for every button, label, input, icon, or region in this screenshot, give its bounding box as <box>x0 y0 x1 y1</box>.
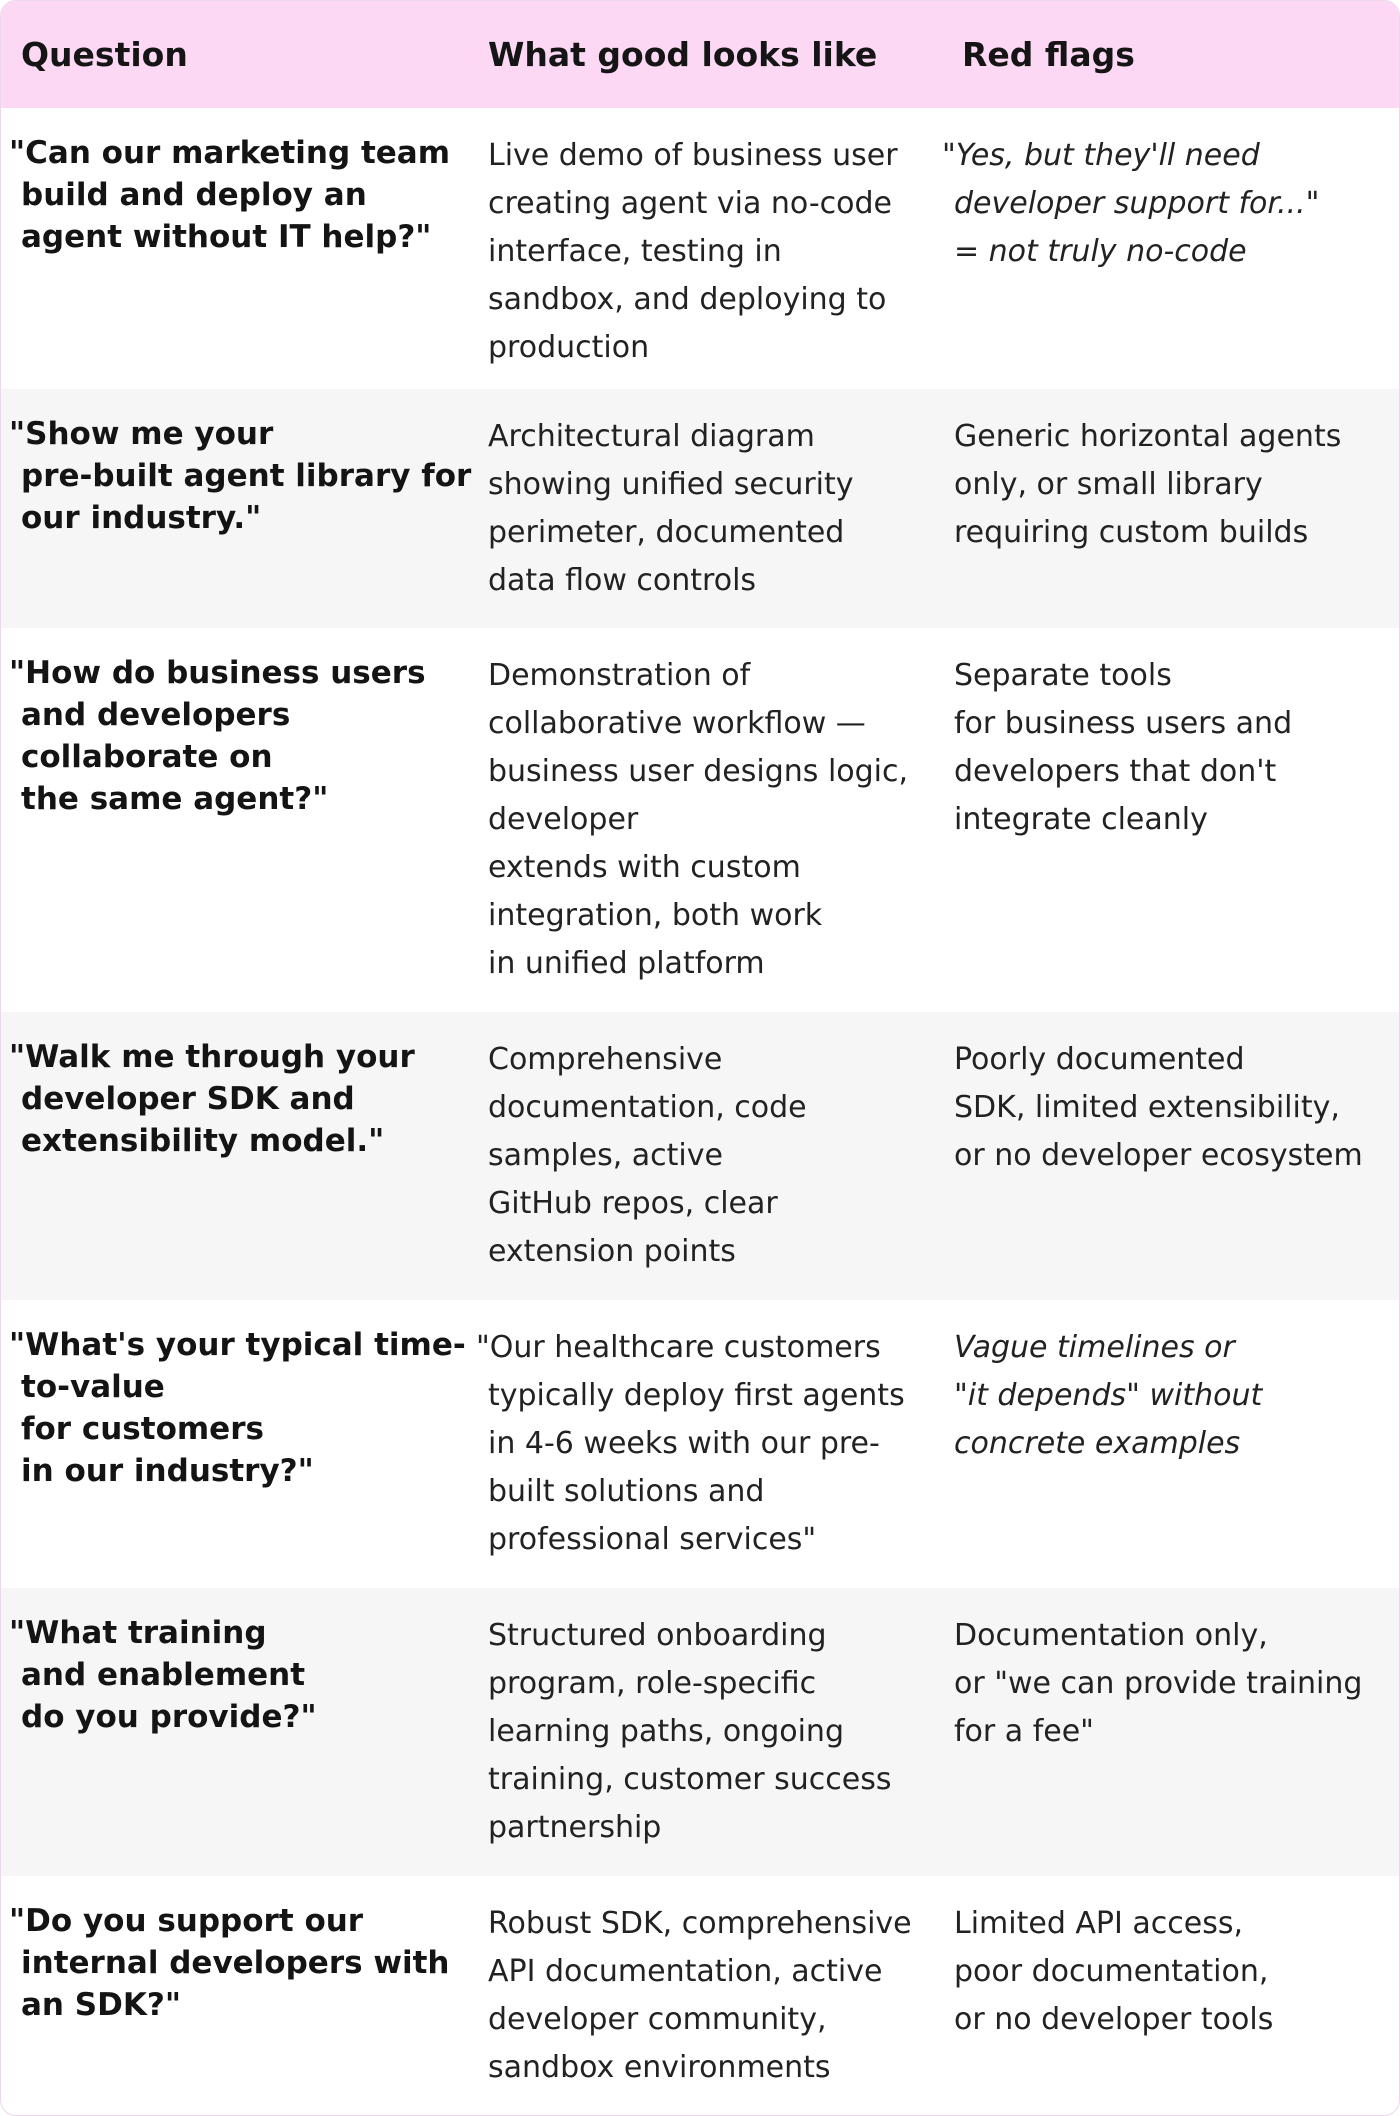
good-line: built solutions and <box>488 1474 765 1509</box>
question-line: "What's your typical time- <box>9 1327 466 1363</box>
good-line: perimeter, documented <box>488 515 845 550</box>
good-line: collaborative workflow — <box>488 706 866 741</box>
good-line: in unified platform <box>488 946 765 981</box>
question-line: for customers <box>21 1411 264 1447</box>
question-line: build and deploy an <box>21 177 367 213</box>
question-cell <box>9 413 472 539</box>
red-flag-line: Vague timelines or <box>954 1330 1235 1365</box>
good-line: sandbox environments <box>488 2050 831 2085</box>
good-cell <box>488 1612 928 1852</box>
question-line: our industry." <box>21 500 262 536</box>
good-cell <box>476 1324 928 1564</box>
red-flags-cell <box>954 1612 1394 1756</box>
good-line: showing unified security <box>488 467 854 502</box>
good-line: partnership <box>488 1810 662 1845</box>
question-line: and enablement <box>21 1657 306 1693</box>
question-cell <box>9 652 449 820</box>
good-line: training, customer success <box>488 1762 892 1797</box>
red-flags-cell <box>954 1036 1394 1180</box>
good-line: sandbox, and deploying to <box>488 282 887 317</box>
good-line: extension points <box>488 1234 736 1269</box>
red-flag-line: "Yes, but they'll need <box>942 138 1260 173</box>
question-line: "What training <box>9 1615 267 1651</box>
red-flag-line: SDK, limited extensibility, <box>954 1090 1340 1125</box>
table-row <box>1 1876 1399 2115</box>
question-line: "Walk me through your <box>9 1039 415 1075</box>
good-line: GitHub repos, clear <box>488 1186 778 1221</box>
red-flag-line: Limited API access, <box>954 1906 1244 1941</box>
question-line: "Show me your <box>9 416 274 452</box>
table-row <box>1 108 1399 389</box>
question-line: to-value <box>21 1369 165 1405</box>
good-line: Structured onboarding <box>488 1618 827 1653</box>
table-row <box>1 1588 1399 1876</box>
red-flag-line: Separate tools <box>954 658 1172 693</box>
table-row <box>1 628 1399 1012</box>
question-line: extensibility model." <box>21 1123 385 1159</box>
red-flag-line: developers that don't <box>954 754 1277 789</box>
good-line: Robust SDK, comprehensive <box>488 1906 912 1941</box>
table-row <box>1 1012 1399 1300</box>
good-line: documentation, code <box>488 1090 807 1125</box>
good-line: extends with custom <box>488 850 801 885</box>
red-flags-cell <box>954 413 1394 557</box>
red-flags-cell <box>954 652 1394 844</box>
red-flag-line: Documentation only, <box>954 1618 1268 1653</box>
good-line: developer community, <box>488 2002 827 2037</box>
good-line: Demonstration of <box>488 658 751 693</box>
question-cell <box>9 1036 449 1162</box>
good-line: in 4-6 weeks with our pre- <box>488 1426 880 1461</box>
table-header <box>1 1 1399 108</box>
red-flag-line: requiring custom builds <box>954 515 1309 550</box>
question-line: the same agent?" <box>21 781 329 817</box>
red-flags-cell <box>954 1324 1394 1468</box>
good-cell <box>488 1900 928 2092</box>
good-line: Comprehensive <box>488 1042 723 1077</box>
question-line: internal developers with <box>21 1945 450 1981</box>
good-line: integration, both work <box>488 898 823 933</box>
question-cell <box>9 132 449 258</box>
red-flag-line: poor documentation, <box>954 1954 1269 1989</box>
question-line: pre-built agent library for <box>21 458 472 494</box>
good-cell <box>488 132 928 372</box>
red-flag-line: or "we can provide training <box>954 1666 1363 1701</box>
question-cell <box>9 1900 449 2026</box>
question-line: agent without IT help?" <box>21 219 432 255</box>
good-line: interface, testing in <box>488 234 782 269</box>
red-flag-line: only, or small library <box>954 467 1263 502</box>
good-line: Live demo of business user <box>488 138 898 173</box>
red-flag-line: = not truly no-code <box>954 234 1247 269</box>
red-flags-cell <box>942 132 1394 276</box>
question-line: collaborate on <box>21 739 273 775</box>
question-line: "How do business users <box>9 655 426 691</box>
question-cell <box>9 1324 466 1492</box>
red-flag-line: for business users and <box>954 706 1293 741</box>
good-line: "Our healthcare customers <box>476 1330 881 1365</box>
red-flag-line: or no developer tools <box>954 2002 1274 2037</box>
red-flag-line: or no developer ecosystem <box>954 1138 1363 1173</box>
red-flag-line: concrete examples <box>954 1426 1241 1461</box>
good-line: professional services" <box>488 1522 817 1557</box>
good-line: developer <box>488 802 639 837</box>
question-cell <box>9 1612 449 1738</box>
question-line: do you provide?" <box>21 1699 317 1735</box>
header-red-flags: Red flags <box>962 35 1135 74</box>
good-line: production <box>488 330 650 365</box>
good-line: program, role-specific <box>488 1666 817 1701</box>
good-line: business user designs logic, <box>488 754 909 789</box>
question-line: in our industry?" <box>21 1453 314 1489</box>
question-line: developer SDK and <box>21 1081 355 1117</box>
table-row <box>1 1300 1399 1588</box>
question-line: "Can our marketing team <box>9 135 451 171</box>
good-cell <box>488 652 928 988</box>
table-row <box>1 389 1399 628</box>
good-line: creating agent via no-code <box>488 186 893 221</box>
question-line: and developers <box>21 697 291 733</box>
good-cell <box>488 413 928 605</box>
red-flags-cell <box>954 1900 1394 2044</box>
good-line: data flow controls <box>488 563 757 598</box>
red-flag-line: developer support for..." <box>954 186 1320 221</box>
red-flag-line: for a fee" <box>954 1714 1094 1749</box>
good-line: API documentation, active <box>488 1954 883 1989</box>
good-cell <box>488 1036 928 1276</box>
good-line: typically deploy first agents <box>488 1378 905 1413</box>
good-line: learning paths, ongoing <box>488 1714 844 1749</box>
red-flag-line: Generic horizontal agents <box>954 419 1342 454</box>
red-flag-line: Poorly documented <box>954 1042 1245 1077</box>
question-line: an SDK?" <box>21 1987 181 2023</box>
header-question: Question <box>21 35 188 74</box>
header-what-good-looks-like: What good looks like <box>488 35 878 74</box>
question-line: "Do you support our <box>9 1903 364 1939</box>
red-flag-line: "it depends" without <box>954 1378 1263 1413</box>
good-line: Architectural diagram <box>488 419 815 454</box>
good-line: samples, active <box>488 1138 723 1173</box>
red-flag-line: integrate cleanly <box>954 802 1208 837</box>
